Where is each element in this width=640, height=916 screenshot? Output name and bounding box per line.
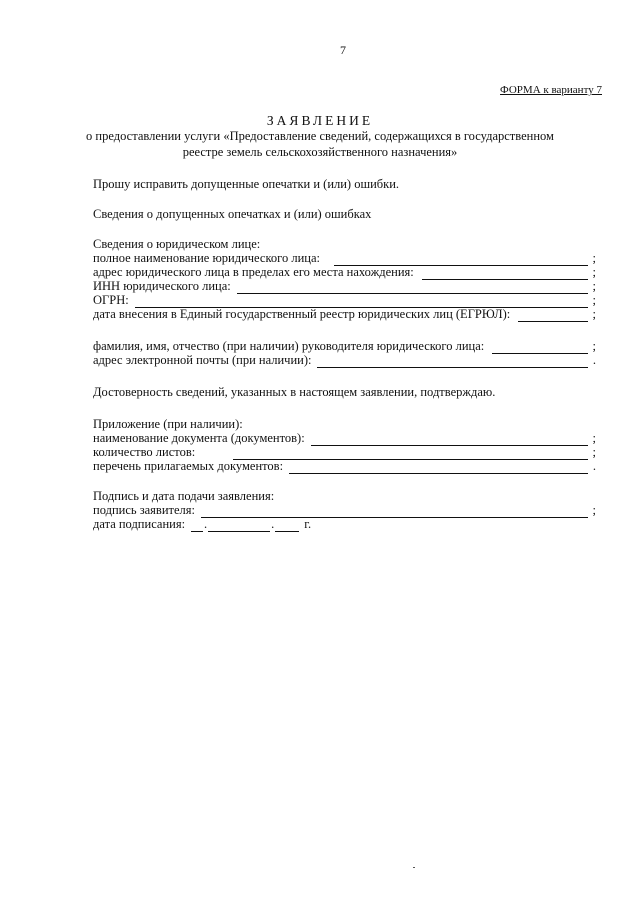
semicolon: ; [592, 307, 596, 321]
signature-line[interactable] [201, 506, 588, 518]
address-field[interactable] [93, 266, 596, 280]
form-reference: ФОРМА к варианту 7 [500, 84, 602, 96]
semicolon: ; [592, 265, 596, 279]
scan-speck [413, 867, 415, 868]
period: . [592, 353, 596, 367]
document-title: ЗАЯВЛЕНИЕ [266, 113, 374, 128]
date-separator: . [204, 517, 208, 531]
ogrn-label: ОГРН: [93, 293, 129, 307]
semicolon: ; [592, 445, 596, 459]
sign-date-field[interactable] [93, 518, 311, 532]
semicolon: ; [592, 339, 596, 353]
inn-line[interactable] [237, 282, 588, 294]
sign-date-day[interactable] [191, 520, 203, 532]
email-field[interactable] [93, 354, 596, 368]
signature-field[interactable] [93, 504, 596, 518]
request-text: Прошу исправить допущенные опечатки и (или) ошибки. [93, 177, 400, 191]
inn-field[interactable] [93, 280, 596, 294]
doc-name-line[interactable] [311, 434, 588, 446]
semicolon: ; [592, 503, 596, 517]
egrul-date-line[interactable] [518, 310, 588, 322]
signature-label: подпись заявителя: [93, 503, 195, 517]
full-name-field[interactable] [93, 252, 596, 266]
confirmation-text: Достоверность сведений, указанных в настоящем заявлении, подтверждаю. [93, 385, 496, 399]
email-label: адрес электронной почты (при наличии): [93, 353, 312, 367]
signature-heading: Подпись и дата подачи заявления: [93, 489, 275, 503]
egrul-date-field[interactable] [93, 308, 596, 322]
semicolon: ; [592, 293, 596, 307]
legal-entity-heading: Сведения о юридическом лице: [93, 237, 261, 251]
head-name-line[interactable] [492, 342, 588, 354]
sign-date-month[interactable] [208, 520, 270, 532]
document-subtitle-line-2: реестре земель сельскохозяйственного назначения» [182, 145, 458, 159]
head-name-field[interactable] [93, 340, 596, 354]
sheets-field[interactable] [93, 446, 596, 460]
head-name-label: фамилия, имя, отчество (при наличии) руководителя юридического лица: [93, 339, 485, 353]
sign-date-year[interactable] [275, 520, 299, 532]
period: . [592, 459, 596, 473]
page-number: 7 [340, 43, 346, 57]
full-name-label: полное наименование юридического лица: [93, 251, 320, 265]
sheets-label: количество листов: [93, 445, 196, 459]
sign-date-label: дата подписания: [93, 517, 186, 531]
egrul-date-label: дата внесения в Единый государственный реестр юридических лиц (ЕГРЮЛ): [93, 307, 511, 321]
address-label: адрес юридического лица в пределах его места нахождения: [93, 265, 414, 279]
semicolon: ; [592, 431, 596, 445]
doc-name-field[interactable] [93, 432, 596, 446]
attachments-heading: Приложение (при наличии): [93, 417, 243, 431]
address-line[interactable] [422, 268, 588, 280]
date-separator: . [271, 517, 275, 531]
document-subtitle-line-1: о предоставлении услуги «Предоставление сведений, содержащихся в государственном [86, 129, 554, 143]
errors-heading: Сведения о допущенных опечатках и (или) ошибках [93, 207, 372, 221]
inn-label: ИНН юридического лица: [93, 279, 231, 293]
email-line[interactable] [317, 356, 588, 368]
semicolon: ; [592, 279, 596, 293]
doc-list-line[interactable] [289, 462, 588, 474]
semicolon: ; [592, 251, 596, 265]
doc-list-field[interactable] [93, 460, 596, 474]
year-suffix: г. [304, 517, 312, 531]
doc-name-label: наименование документа (документов): [93, 431, 305, 445]
doc-list-label: перечень прилагаемых документов: [93, 459, 284, 473]
ogrn-field[interactable] [93, 294, 596, 308]
